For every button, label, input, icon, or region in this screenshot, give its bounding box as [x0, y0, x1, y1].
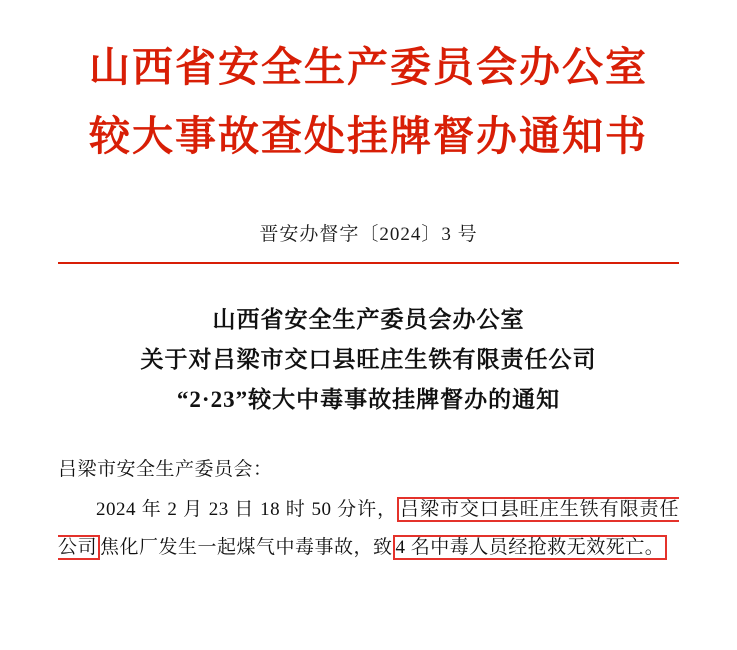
highlight-company-part-1: 吕梁市交口县旺庄生铁有: [397, 497, 620, 522]
title-line-3: “2·23”较大中毒事故挂牌督办的通知: [176, 387, 561, 413]
masthead-line-1: 山西省安全生产委员会办公室: [89, 44, 648, 90]
highlight-casualty-part-1: 4 名中毒人员经抢: [393, 535, 548, 560]
title-line-1: 山西省安全生产委员会办公室: [212, 306, 525, 332]
paragraph-segment-2: 焦化厂发生一起煤气中毒事故，致: [100, 536, 393, 558]
notice-title: [58, 300, 679, 421]
masthead-line-2: 较大事故查处挂牌督办通知书: [89, 113, 648, 160]
document-number: 晋安办督字〔2024〕3 号: [259, 223, 478, 245]
salutation: 吕梁市安全生产委员会：: [58, 458, 273, 480]
red-divider-rule: [58, 262, 679, 264]
highlight-casualty-part-2: 救无效死亡。: [547, 535, 667, 560]
title-line-2: 关于对吕梁市交口县旺庄生铁有限责任公司: [140, 347, 597, 373]
highlight-company-part-2: 限责任公司: [58, 498, 679, 558]
notice-body: [58, 451, 679, 567]
paragraph-segment-1: 2024 年 2 月 23 日 18 时 50 分许，: [96, 498, 398, 520]
masthead: [58, 0, 679, 167]
body-paragraph-1: [58, 491, 679, 567]
